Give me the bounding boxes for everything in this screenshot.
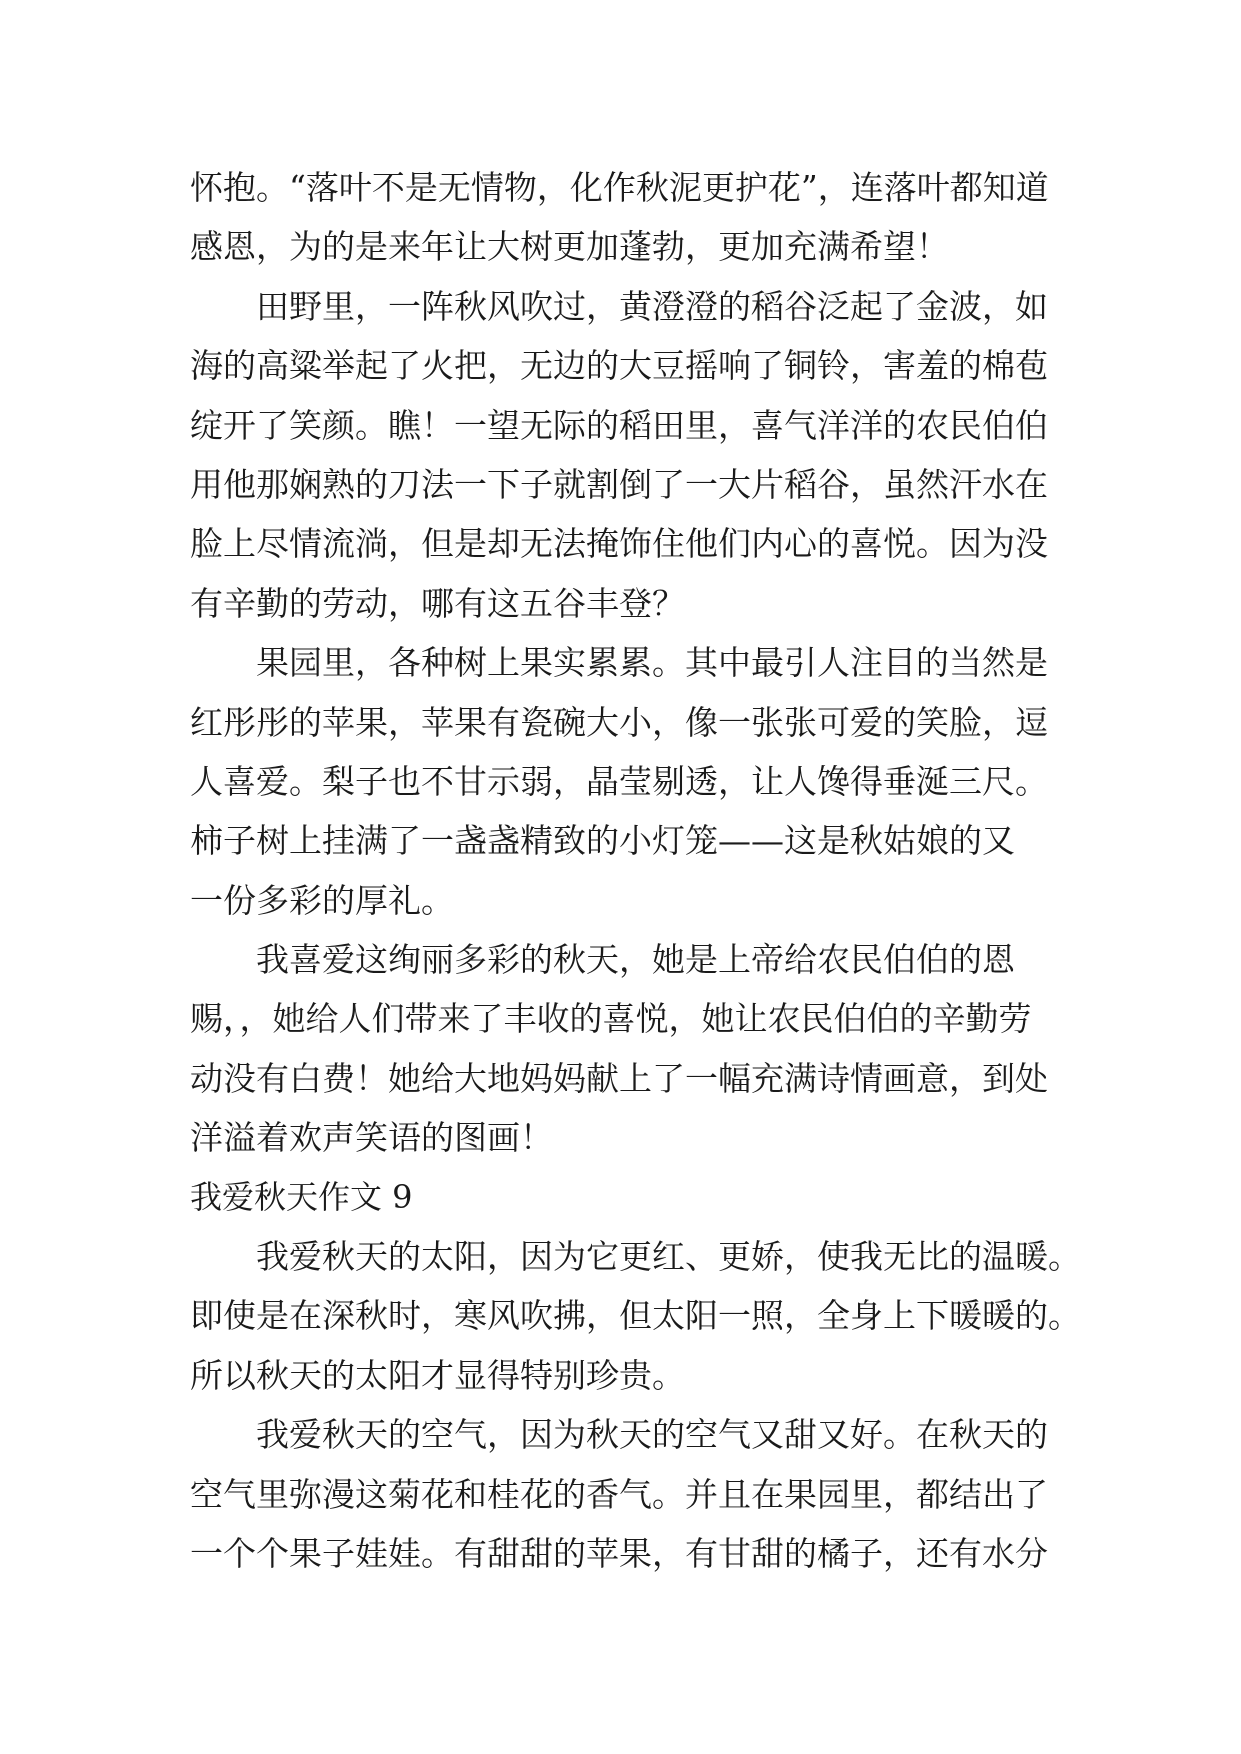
- text-line: 赐，，她给人们带来了丰收的喜悦，她让农民伯伯的辛勤劳: [190, 999, 1032, 1039]
- text-line: 我爱秋天的太阳，因为它更红、更娇，使我无比的温暖。: [256, 1237, 1081, 1277]
- text-line: 即使是在深秋时，寒风吹拂，但太阳一照，全身上下暖暖的。: [190, 1296, 1081, 1336]
- text-line: 我爱秋天的空气，因为秋天的空气又甜又好。在秋天的: [256, 1415, 1048, 1455]
- section-heading: 我爱秋天作文 9: [190, 1177, 413, 1216]
- text-line: 有辛勤的劳动，哪有这五谷丰登？: [190, 583, 685, 623]
- text-line: 怀抱。“落叶不是无情物，化作秋泥更护花”，连落叶都知道: [190, 168, 1049, 207]
- text-line: 感恩，为的是来年让大树更加蓬勃，更加充满希望！: [190, 227, 949, 267]
- text-line: 果园里，各种树上果实累累。其中最引人注目的当然是: [256, 643, 1048, 683]
- text-line: 海的高粱举起了火把，无边的大豆摇响了铜铃，害羞的棉苞: [190, 346, 1048, 386]
- text-line: 脸上尽情流淌，但是却无法掩饰住他们内心的喜悦。因为没: [190, 524, 1048, 564]
- text-line: 红彤彤的苹果，苹果有瓷碗大小，像一张张可爱的笑脸，逗: [190, 702, 1048, 742]
- text-line: 绽开了笑颜。瞧！一望无际的稻田里，喜气洋洋的农民伯伯: [190, 405, 1048, 445]
- text-line: 我喜爱这绚丽多彩的秋天，她是上帝给农民伯伯的恩: [256, 940, 1015, 980]
- essay-text: [190, 158, 1081, 1583]
- text-line: 一个个果子娃娃。有甜甜的苹果，有甘甜的橘子，还有水分: [190, 1533, 1048, 1573]
- text-line: 田野里，一阵秋风吹过，黄澄澄的稻谷泛起了金波，如: [256, 286, 1048, 326]
- text-line: 空气里弥漫这菊花和桂花的香气。并且在果园里，都结出了: [190, 1474, 1048, 1514]
- text-line: 柿子树上挂满了一盏盏精致的小灯笼——这是秋姑娘的又: [190, 821, 1015, 861]
- text-line: 所以秋天的太阳才显得特别珍贵。: [190, 1355, 685, 1395]
- text-line: 用他那娴熟的刀法一下子就割倒了一大片稻谷，虽然汗水在: [190, 464, 1048, 504]
- text-line: 动没有白费！她给大地妈妈献上了一幅充满诗情画意，到处: [190, 1058, 1048, 1098]
- text-line: 一份多彩的厚礼。: [190, 880, 454, 920]
- text-line: 人喜爱。梨子也不甘示弱，晶莹剔透，让人馋得垂涎三尺。: [190, 761, 1048, 801]
- text-line: 洋溢着欢声笑语的图画！: [190, 1118, 553, 1158]
